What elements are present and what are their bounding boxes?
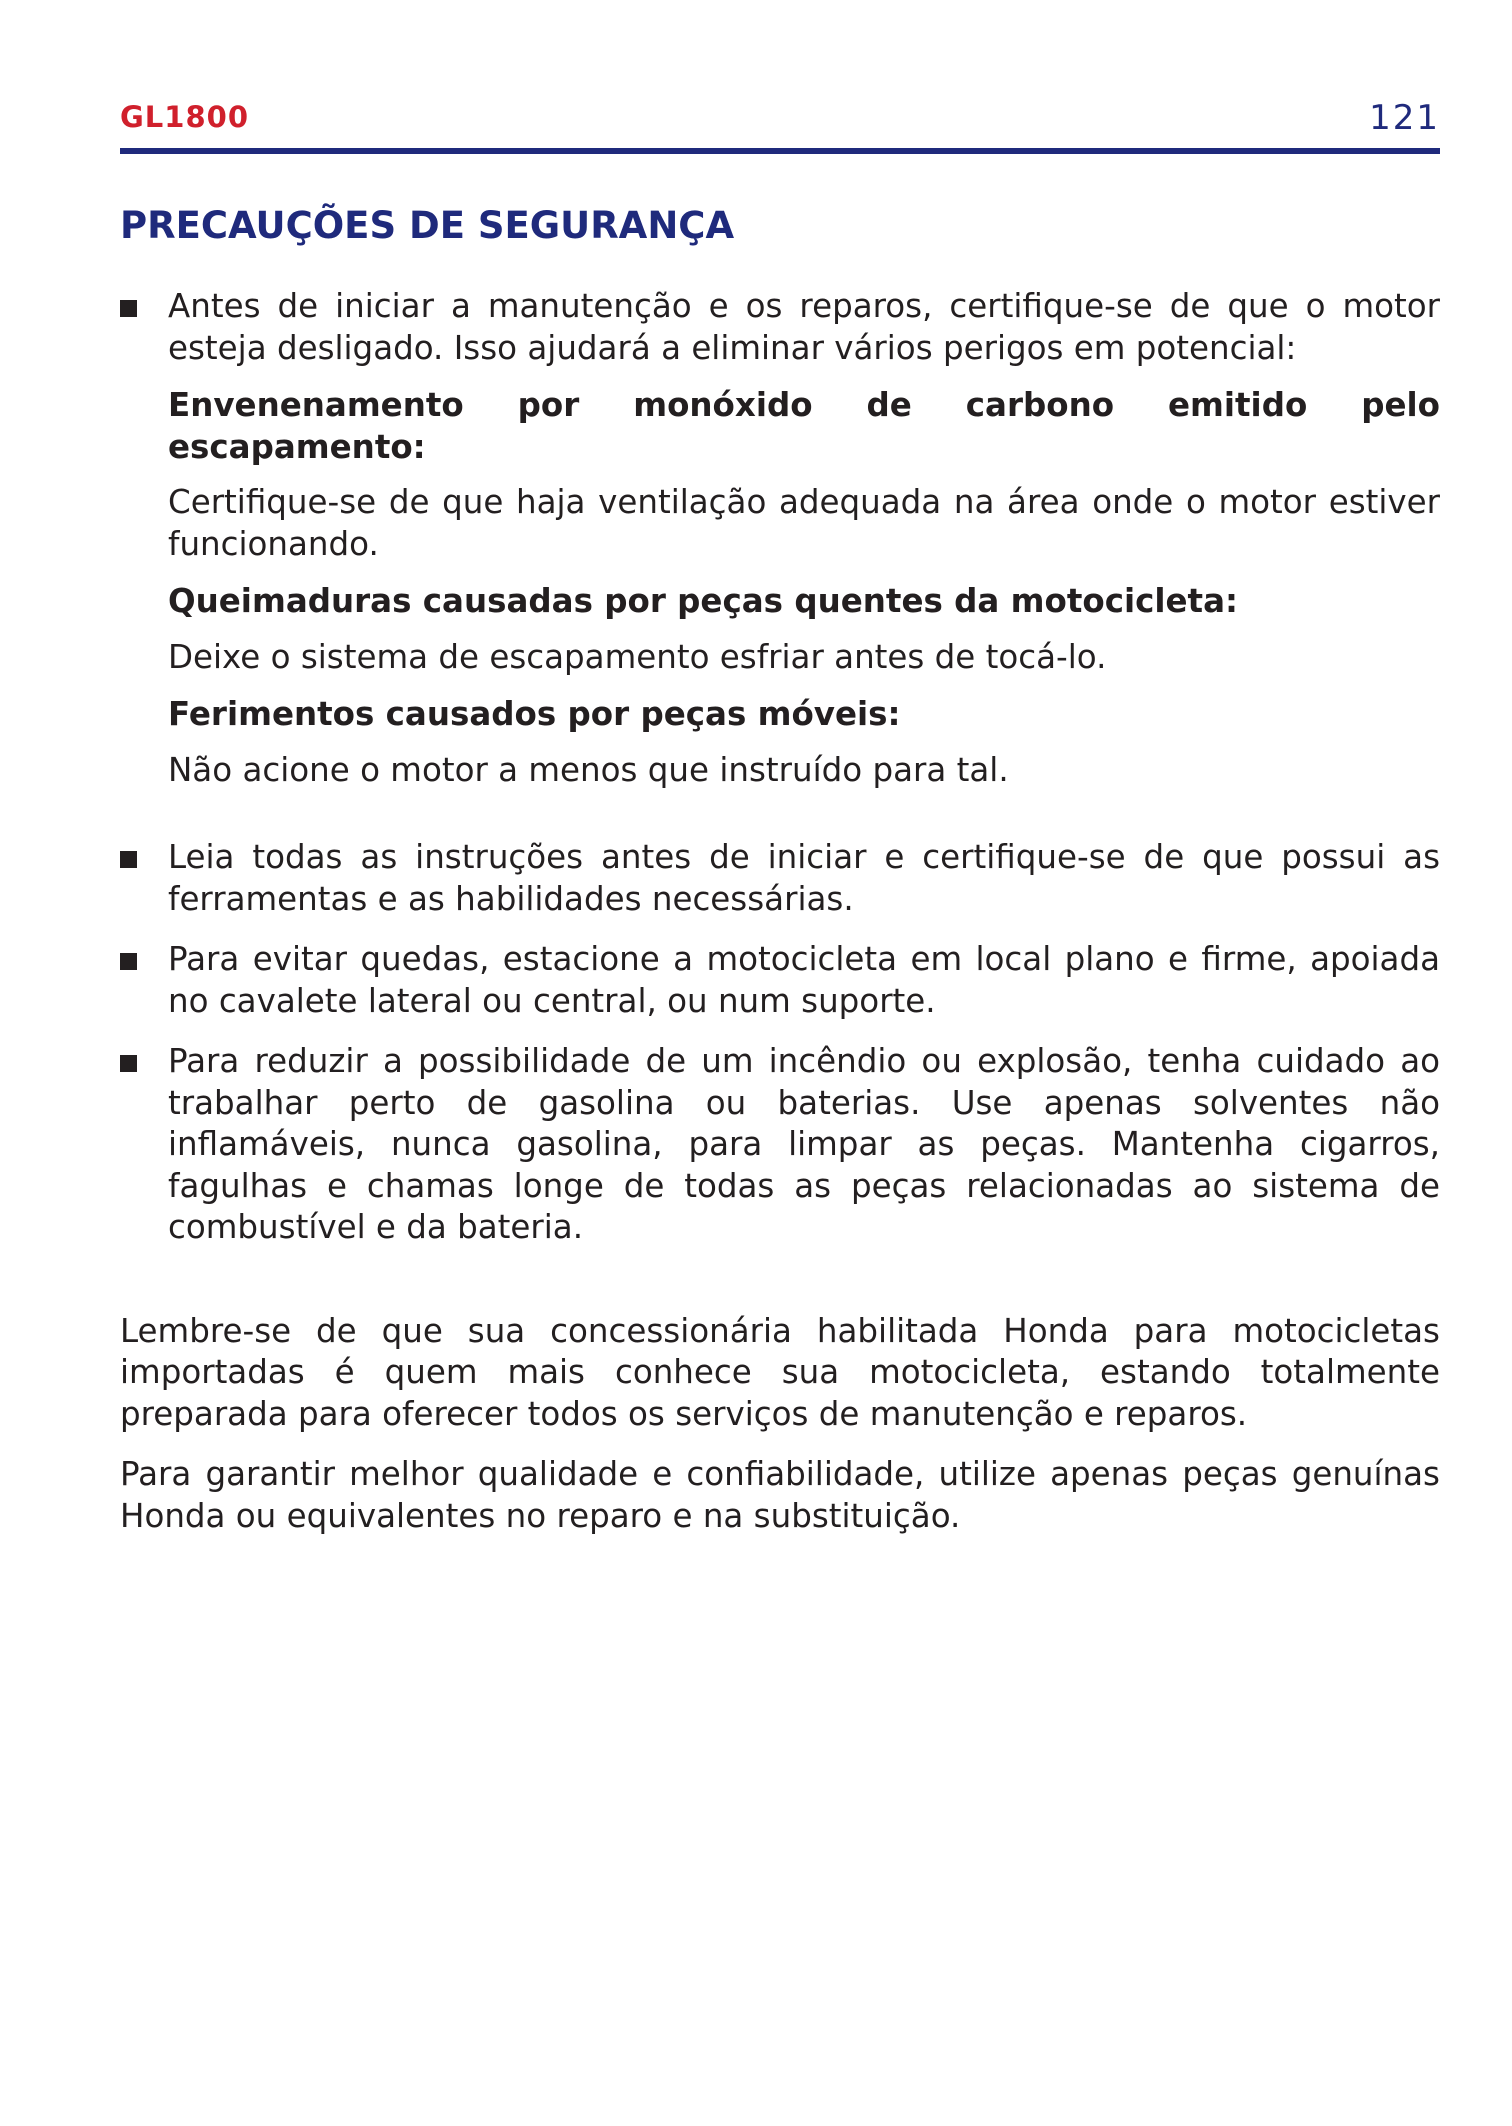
- square-bullet-icon: [120, 1055, 137, 1072]
- hazard-text: Deixe o sistema de escapamento esfriar antes de tocá-lo.: [168, 637, 1107, 676]
- hazard-text: Não acione o motor a menos que instruído para tal.: [168, 750, 1009, 789]
- section-title: PRECAUÇÕES DE SEGURANÇA: [120, 204, 735, 247]
- square-bullet-icon: [120, 953, 137, 970]
- model-label: GL1800: [120, 100, 249, 134]
- page-header: [120, 100, 1440, 140]
- list-item: [120, 1041, 1440, 1249]
- square-bullet-icon: [120, 851, 137, 868]
- square-bullet-icon: [120, 300, 137, 317]
- hazard-text: Certifique-se de que haja ventilação adequada na área onde o motor estiver funcionando.: [168, 483, 1440, 563]
- genuine-parts-paragraph: Para garantir melhor qualidade e confiabilidade, utilize apenas peças genuínas Honda ou equivalentes no reparo e na substituição.: [120, 1455, 1440, 1535]
- header-rule: [120, 148, 1440, 154]
- hazard-title: Envenenamento por monóxido de carbono emitido pelo escapamento:: [168, 386, 1440, 466]
- list-item-text: Para reduzir a possibilidade de um incêndio ou explosão, tenha cuidado ao trabalhar perto de gasolina ou baterias. Use apenas solventes não inflamáveis, nunca gasolina, para limpar as peças. Mantenha cigarros, fagulhas e chamas longe de todas as peças relacionadas ao sistema de combustível e da bateria.: [168, 1042, 1440, 1246]
- list-item-text: Leia todas as instruções antes de iniciar e certifique-se de que possui as ferramentas e as habilidades necessárias.: [168, 838, 1440, 918]
- list-item: [120, 286, 1440, 791]
- dealer-paragraph: Lembre-se de que sua concessionária habilitada Honda para motocicletas importadas é quem mais conhece sua motocicleta, estando totalmente preparada para oferecer todos os serviços de manutenção e reparos.: [120, 1311, 1440, 1433]
- hazard-title: Ferimentos causados por peças móveis:: [168, 695, 901, 733]
- list-item: [120, 837, 1440, 920]
- page-content: [120, 286, 1440, 1537]
- list-item-text: Para evitar quedas, estacione a motocicleta em local plano e firme, apoiada no cavalete lateral ou central, ou num suporte.: [168, 940, 1440, 1020]
- hazard-title: Queimaduras causadas por peças quentes da motocicleta:: [168, 582, 1239, 620]
- list-item-text: Antes de iniciar a manutenção e os reparos, certifique-se de que o motor esteja desligado. Isso ajudará a eliminar vários perigos em potencial:: [168, 287, 1440, 367]
- list-item: [120, 939, 1440, 1022]
- page-number: 121: [1369, 98, 1440, 138]
